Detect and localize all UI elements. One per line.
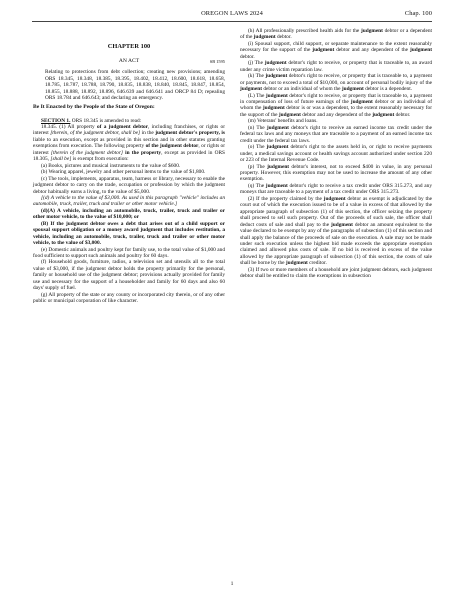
text-run: debtor or an individual of whom the [240,98,432,112]
an-act-label: AN ACT [118,58,140,65]
paragraph-g: (g) All property of the state or any county or incorporated city therein, or of any other public or municipal corporation of like character. [33,291,225,305]
text-run: (o) The [248,144,267,151]
amended-text: of a judgment debtor [96,123,149,130]
amended-text: of the judgment debtor [145,143,199,150]
paragraph-q [240,183,432,196]
amended-text: judgment [265,182,288,189]
header-rule [32,21,432,22]
deleted-text: [shall be] [50,156,72,163]
paragraph-j [240,60,432,73]
text-run: creditor. [307,260,327,267]
paragraph-d-deleted: [(d) A vehicle to the value of $3,000. As used in this paragraph "vehicle" includes an automobile, truck, trailer, truck and trailer or other motor vehicle.] [33,194,225,208]
text-run: debtor's right to receive, or property that is traceable to, a payment or payments, not to exceed a total of $10,000, on account of personal bodily injury of the [240,73,432,86]
text-run: 18.345. (1) All property [41,123,97,130]
amended-text: judgment [262,105,285,112]
amended-text: judgment [360,28,383,34]
paragraph-o [240,144,432,163]
deleted-text: [therein, of the judgment debtor, shall be] [50,130,141,137]
text-run: (p) The [248,163,268,170]
amended-text: judgment [341,86,364,93]
text-run: debtor is a dependent. [363,86,413,93]
paragraph-h [240,28,432,41]
text-run: is exempt from execution: [71,156,129,163]
paragraph-n [240,125,432,144]
an-act-line [33,58,225,67]
ors-18345-subsection-1 [33,124,225,163]
chapter-heading: CHAPTER 100 [107,43,151,50]
text-run: debtor or an individual of whom the [261,86,342,93]
text-run: debtor and any dependent of the [334,47,411,54]
page-number: 1 [230,581,234,587]
relating-clause: Relating to protections from debt collection; creating new provisions; amending ORS 18.345, 18.348, 18.385, 18.395, 18.402, 18.412, 18.600, 18.618, 18.658, 18.785, 18.787, 18.788, 18.790, 18.835, 18.838, 18.840, 18.845, 18.847, 18.854, 18.855, 18.888, 18.892, 18.896, 646.639 and 646.641 and ORCP 84 D; repealing ORS 18.784 and 646.643; and declaring an emergency. [45,69,225,102]
text-run: debtor an amount equivalent to the value declared to be exempt by any of the paragraphs of subsection (1) of this section and shall apply the balance of the proceeds of sale on the execution. A sale may not be made under such execution unless the highest bid made exceeds the appropriate exemption claimed and allowed plus costs of sale. If no bid is received in excess of the value allowed by the appropriate paragraph of subsection (1) of this section, the costs of sale shall be borne by the [240,221,432,267]
section-1-label: SECTION 1. [41,117,71,124]
deleted-text: [therein of the judgment debtor] [50,149,123,156]
bill-number: SB 1595 [209,59,225,65]
amended-text: judgment [266,124,289,131]
text-run: debtor and any dependent of the [300,111,373,118]
amended-text: judgment [240,86,262,93]
paragraph-L [240,93,432,119]
text-run: (L) The [248,92,266,99]
paragraph-m: (m) Veterans' benefits and loans. [248,118,318,125]
text-run: debtor's right to receive, or property that is traceable to, an award under any crime victim reparation law. [240,60,432,73]
paragraph-a: (a) Books, pictures and musical instruments to the value of $600. [41,162,181,169]
text-run: , or rights or interest [33,143,225,156]
text-run: (q) The [248,182,266,189]
text-run: (2) If the property claimed by the [248,195,324,202]
paragraph-e: (e) Domestic animals and poultry kept for family use, to the total value of $1,000 and food sufficient to support such animals and poultry for 60 days. [33,246,225,260]
text-run: debtor or a dependent of the [240,28,433,41]
text-run: in the [140,130,156,137]
amended-text: judgment [265,73,288,80]
amended-text: judgment [253,34,276,41]
paragraph-c: (c) The tools, implements, apparatus, team, harness or library, necessary to enable the judgment debtor to carry on the trade, occupation or profession by which the judgment debtor habitually earns a living, to the value of $5,000. [33,175,225,195]
amended-text: judgment [267,163,290,170]
text-run: debtor's interest, not to exceed $400 in value, in any personal property. However, this exemption may not be used to increase the amount of any other exemption. [240,163,432,183]
left-column [33,28,225,305]
text-run: liable to an execution, except as provided in this section and in other statutes granting exemptions from execution. The following property [33,136,225,150]
text-run: debtor as exempt is adjudicated by the court out of which the execution issued to be of a value in excess of that allowed by the appropriate paragraph of subsection (1) of this section, the officer seizing the property shall proceed to sell such property. Out of the proceeds of such sale, the officer shall deduct costs of sale and shall pay to the [240,195,433,228]
text-run: debtor is or was a dependent, to the extent reasonably necessary for the support of the [240,105,432,118]
paragraph-b: (b) Wearing apparel, jewelry and other personal items to the value of $1,800. [41,169,206,176]
amended-text: judgment [410,47,432,54]
text-run: debtor's right to receive, or property that is traceable to, a payment in compensation of loss of future earnings of the [240,92,432,105]
amended-text: judgment [265,92,288,99]
amended-text: judgment [330,221,353,228]
amended-text: judgment [266,144,289,151]
subsection-2 [240,196,432,267]
subsection-3: (3) If two or more members of a household are joint judgment debtors, each judgment debtor shall be entitled to claim the exemptions in subsection [240,266,432,280]
amended-text: judgment [285,260,308,267]
paragraph-d-b-new: (B) If the judgment debtor owes a debt that arises out of a child support or spousal support obligation or a money award judgment that includes restitution, a vehicle, including an automobile, truck, trailer, truck and trailer or other motor vehicle, to the value of $3,000. [33,220,225,247]
amended-text: judgment [278,111,301,118]
amended-text: judgment [372,111,395,118]
paragraph-f: (f) Household goods, furniture, radios, a television set and utensils all to the total value of $3,000, if the judgment debtor holds the property primarily for the personal, family or household use of the judgment debtor; provisions actually provided for family use and necessary for the support of a householder and family for 60 days and also 60 days' supply of fuel. [33,259,225,292]
text-run: , except as provided in ORS 18.305, [33,149,225,163]
amended-text: judgment debtor's property, is [155,130,225,137]
text-run: debtor's right to receive an earned income tax credit under the federal tax laws and any moneys that are traceable to a payment of an earned income tax credit under the federal tax laws. [240,124,432,144]
paragraph-p [240,164,432,183]
text-run: , including franchises, or rights or interest [33,123,225,137]
text-run: debtor's right to the assets held in, or right to receive payments under, a medical savings account or health savings account authorized under section 220 or 223 of the Internal Revenue Code. [240,144,432,164]
text-run: (i) Spousal support, child support, or separate maintenance to the extent reasonably necessary for the support of the [240,40,432,54]
paragraph-i [240,41,432,60]
header-chapter: Chap. 100 [404,10,432,17]
text-run: debtor's right to receive a tax credit under ORS 315.273, and any moneys that are traceable to a payment of a tax credit under ORS 315.273. [240,182,432,196]
header-title: OREGON LAWS 2024 [201,10,263,17]
amended-text: judgment [323,195,346,202]
text-run: debtor. [275,34,292,41]
amended-text: judgment [264,60,287,67]
amended-text: judgment [350,98,373,105]
paragraph-d-new: (d)(A) A vehicle, including an automobile, truck, trailer, truck and trailer or other motor vehicle, to the value of $10,000; or [33,207,225,221]
text-run: (n) The [248,124,267,131]
enacting-clause: Be It Enacted by the People of the State of Oregon: [33,103,155,110]
amended-text: judgment [312,47,335,54]
amended-text: in the property [123,149,162,156]
text-run: debtor. [394,111,411,118]
text-run: debtor. [240,53,255,60]
text-run: (k) The [248,73,266,80]
section-1-text: ORS 18.345 is amended to read: [70,117,142,124]
text-run: (h) All professionally prescribed health aids for the [248,28,361,34]
paragraph-k [240,73,432,92]
right-column [240,28,432,280]
text-run: (j) The [248,60,265,67]
